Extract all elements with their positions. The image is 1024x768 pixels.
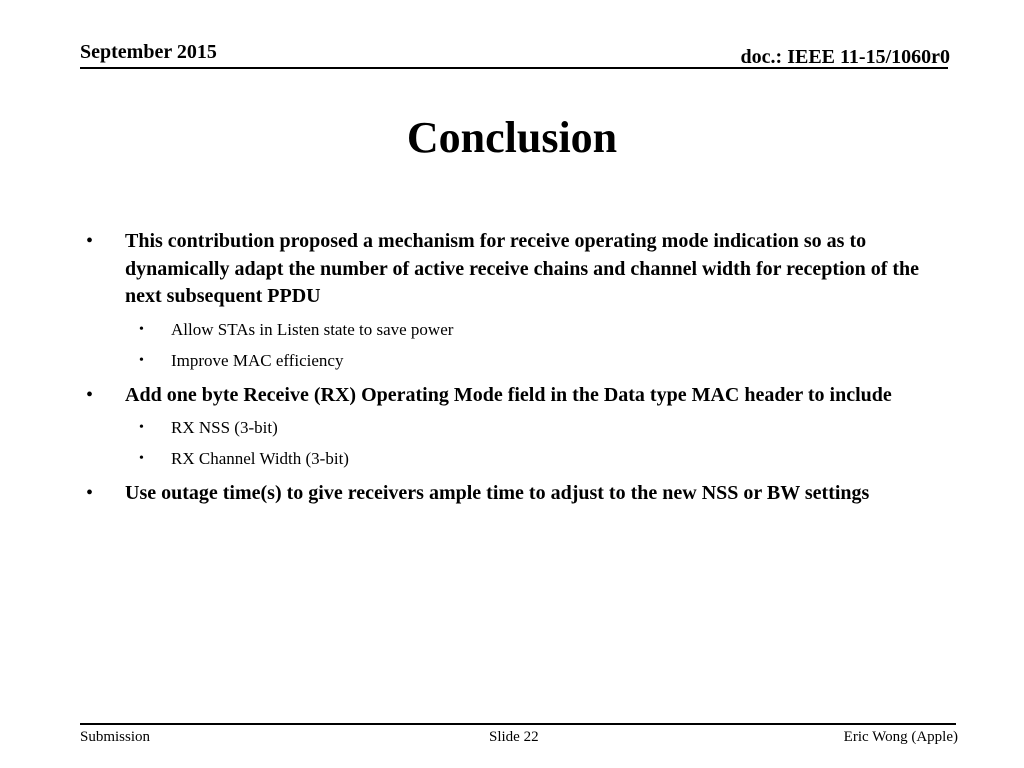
- sub-bullet-text: RX NSS (3-bit): [171, 418, 278, 437]
- sub-bullet-list: [86, 412, 946, 474]
- sub-bullet-text: RX Channel Width (3-bit): [171, 449, 349, 468]
- bullet-text: Add one byte Receive (RX) Operating Mode field in the Data type MAC header to include: [125, 383, 892, 406]
- bullet-marker: •: [86, 482, 94, 504]
- sub-bullet-marker: •: [139, 321, 144, 337]
- footer-submission: Submission: [80, 729, 151, 745]
- sub-bullet-marker: •: [139, 451, 144, 466]
- slide-number: Slide 22: [489, 729, 539, 745]
- bullet-item: [86, 228, 946, 311]
- bullet-text: Use outage time(s) to give receivers ample time to adjust to the new NSS or BW settings: [125, 482, 870, 504]
- sub-bullet-list: [86, 314, 946, 376]
- sub-bullet-item: [86, 314, 946, 345]
- bullet-text: This contribution proposed a mechanism for receive operating mode indication so as to dynamically adapt the number of active receive chains and channel width for reception of the next subsequent PPDU: [125, 230, 920, 307]
- slide-title: Conclusion: [406, 113, 618, 162]
- bullet-item: [86, 382, 946, 410]
- sub-bullet-item: [86, 443, 946, 474]
- footer-divider: [80, 723, 956, 725]
- bullet-marker: •: [86, 383, 94, 406]
- bullet-list: [86, 228, 946, 511]
- sub-bullet-marker: •: [139, 352, 144, 368]
- sub-bullet-item: [86, 412, 946, 443]
- header-divider: [80, 67, 948, 69]
- footer-author: Eric Wong (Apple): [843, 729, 958, 745]
- sub-bullet-marker: •: [139, 420, 144, 435]
- bullet-marker: •: [86, 230, 94, 252]
- bullet-item: [86, 480, 946, 508]
- header-date: September 2015: [80, 41, 217, 63]
- sub-bullet-text: Improve MAC efficiency: [171, 350, 344, 370]
- document-id: doc.: IEEE 11-15/1060r0: [740, 46, 950, 68]
- sub-bullet-text: Allow STAs in Listen state to save power: [171, 319, 454, 339]
- sub-bullet-item: [86, 345, 946, 376]
